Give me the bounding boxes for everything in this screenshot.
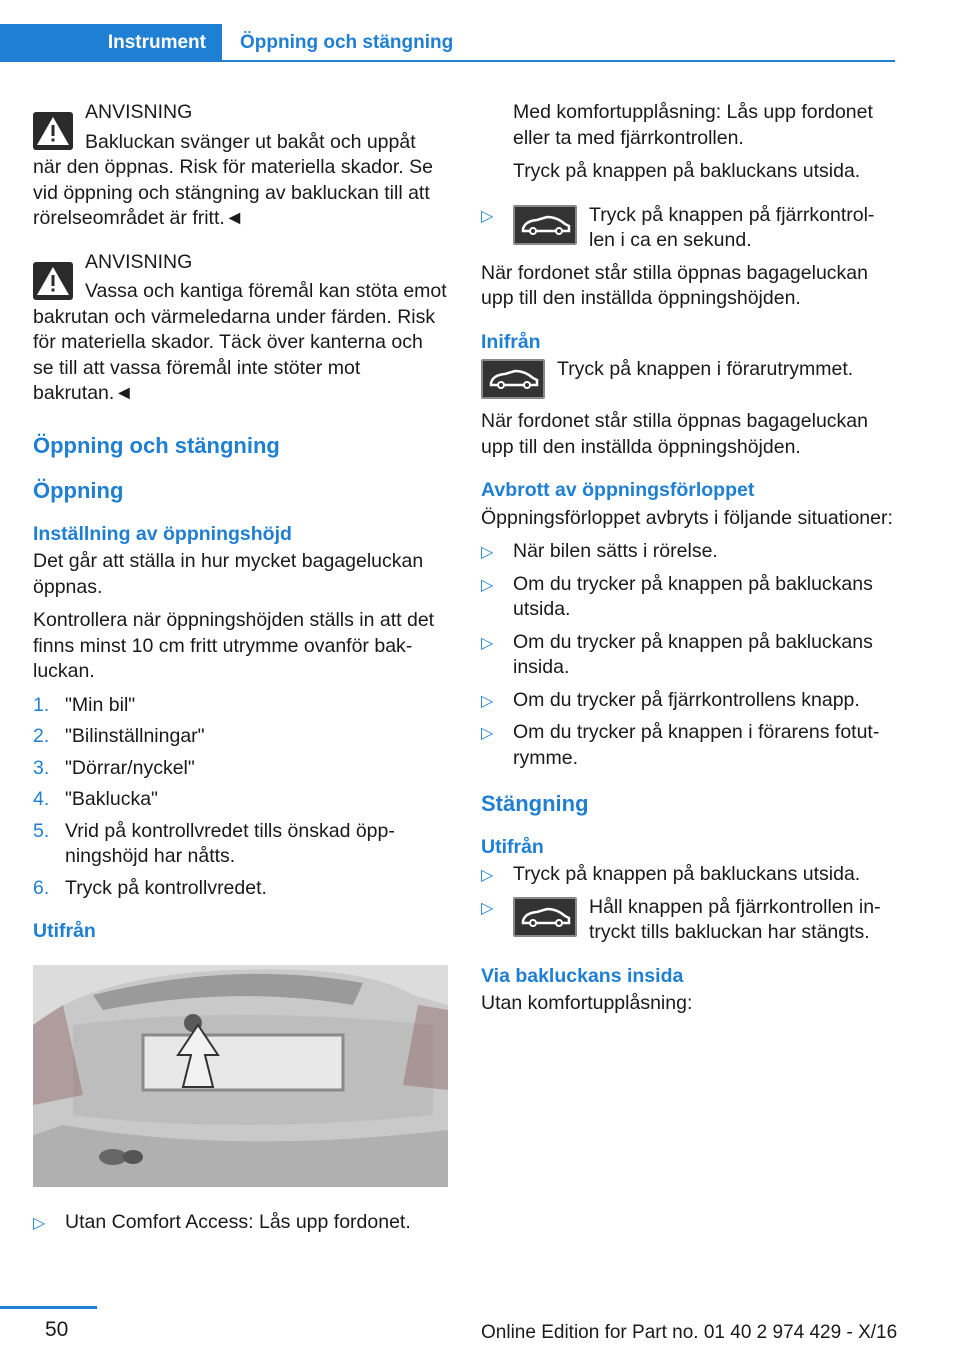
warning-title: ANVISNING — [85, 101, 193, 123]
trunk-button-icon — [481, 359, 545, 399]
list-item: ▷ Om du trycker på knappen på bakluckans utsida. — [481, 572, 873, 620]
paragraph: Det går att ställa in hur mycket bagageluckan öppnas. — [33, 550, 424, 598]
triangle-bullet-icon: ▷ — [481, 634, 494, 652]
warning-box-1 — [33, 100, 448, 232]
abort-list — [481, 539, 893, 771]
close-heading: Stängning — [481, 791, 589, 816]
chapter-tab: Instrument — [0, 24, 222, 62]
warning-text: Bakluckan svänger ut bakåt och uppåt när den öppnas. Risk för materiella skador. Se vid öppning och stängning av bakluckan till att rörelseområdet är fritt.◄ — [33, 130, 433, 229]
triangle-bullet-icon: ▷ — [33, 1215, 46, 1232]
close-list — [481, 862, 893, 946]
list-item: ▷ Tryck på knappen på bakluckans utsida. — [481, 862, 893, 888]
paragraph: Med komfortupplåsning: Lås upp fordonet eller ta med fjärrkontrollen. — [513, 101, 873, 149]
via-inside-heading: Via bakluckans insida — [481, 964, 684, 987]
paragraph: Öppningsförloppet avbryts i följande situationer: — [481, 506, 893, 529]
edition-text: Online Edition for Part no. 01 40 2 974 429 - X/16 — [481, 1322, 898, 1343]
triangle-bullet-icon: ▷ — [481, 207, 494, 225]
footer-accent-line — [0, 1306, 97, 1309]
page-header — [0, 24, 895, 62]
triangle-bullet-icon: ▷ — [481, 544, 494, 561]
trunk-button-icon — [513, 897, 577, 937]
outside-heading: Utifrån — [33, 920, 96, 942]
list-item: 3. "Dörrar/nyckel" — [33, 756, 195, 779]
triangle-bullet-icon: ▷ — [481, 899, 494, 917]
triangle-bullet-icon: ▷ — [481, 692, 494, 710]
subsection-heading: Öppning — [33, 478, 124, 503]
setting-heading: Inställning av öppningshöjd — [33, 522, 292, 545]
inside-heading: Inifrån — [481, 330, 541, 353]
list-item: 4. "Baklucka" — [33, 788, 158, 810]
list-item: 2. "Bilinställningar" — [33, 725, 205, 747]
triangle-bullet-icon: ▷ — [481, 867, 494, 884]
list-item: 6. Tryck på kontrollvredet. — [33, 876, 267, 899]
list-item: ▷ Om du trycker på fjärrkontrollens knapp. — [481, 688, 893, 714]
warning-triangle-icon — [33, 112, 73, 150]
right-column — [481, 100, 893, 1025]
outside-heading: Utifrån — [481, 835, 544, 858]
warning-title: ANVISNING — [85, 250, 193, 273]
section-tab: Öppning och stängning — [240, 32, 454, 53]
paragraph: Utan komfortupplåsning: — [481, 992, 693, 1014]
paragraph: När fordonet står stilla öppnas bagageluckan upp till den inställda öppningshöjden. — [481, 261, 868, 309]
steps-list — [33, 693, 448, 902]
trunk-photo — [33, 965, 448, 1187]
abort-heading: Avbrott av öppningsförloppet — [481, 479, 755, 501]
paragraph: Tryck på knappen på bakluckans utsida. — [513, 160, 861, 182]
warning-text: Vassa och kantiga föremål kan stöta emot bakrutan och värmeledarna under färden. Risk för materiella skador. Täck över kanterna och se till att vassa föremål inte stöter mot bakrutan.◄ — [33, 280, 447, 404]
page-number: 50 — [45, 1318, 69, 1341]
paragraph: När fordonet står stilla öppnas bagageluckan upp till den inställda öppningshöjden. — [481, 410, 868, 458]
left-column — [33, 100, 448, 1243]
list-item: 1. "Min bil" — [33, 693, 136, 716]
list-item: ▷ Tryck på knappen på fjärrkontrollen i ca en sekund. — [481, 203, 875, 251]
driver-button-row: Tryck på knappen i förarutrymmet. — [481, 357, 893, 399]
warning-triangle-icon — [33, 262, 73, 300]
list-item: ▷ När bilen sätts i rörelse. — [481, 539, 893, 565]
list-item: ▷ Håll knappen på fjärrkontrollen intryckt tills bakluckan har stängts. — [481, 895, 881, 943]
list-item: ▷ Om du trycker på knappen i förarens fotutrymme. — [481, 721, 880, 769]
comfort-list — [33, 1210, 448, 1236]
trunk-button-icon — [513, 205, 577, 245]
list-item: ▷ Utan Comfort Access: Lås upp fordonet. — [33, 1210, 448, 1236]
section-heading: Öppning och stängning — [33, 432, 280, 458]
triangle-bullet-icon: ▷ — [481, 725, 494, 742]
warning-box-2 — [33, 250, 448, 407]
paragraph: Kontrollera när öppningshöjden ställs in att det finns minst 10 cm fritt utrymme ovanför bakluckan. — [33, 609, 435, 682]
list-item: 5. Vrid på kontrollvredet tills önskad öppningshöjd har nåtts. — [33, 819, 395, 867]
list-item: ▷ Om du trycker på knappen på bakluckans insida. — [481, 630, 873, 678]
triangle-bullet-icon: ▷ — [481, 576, 494, 594]
